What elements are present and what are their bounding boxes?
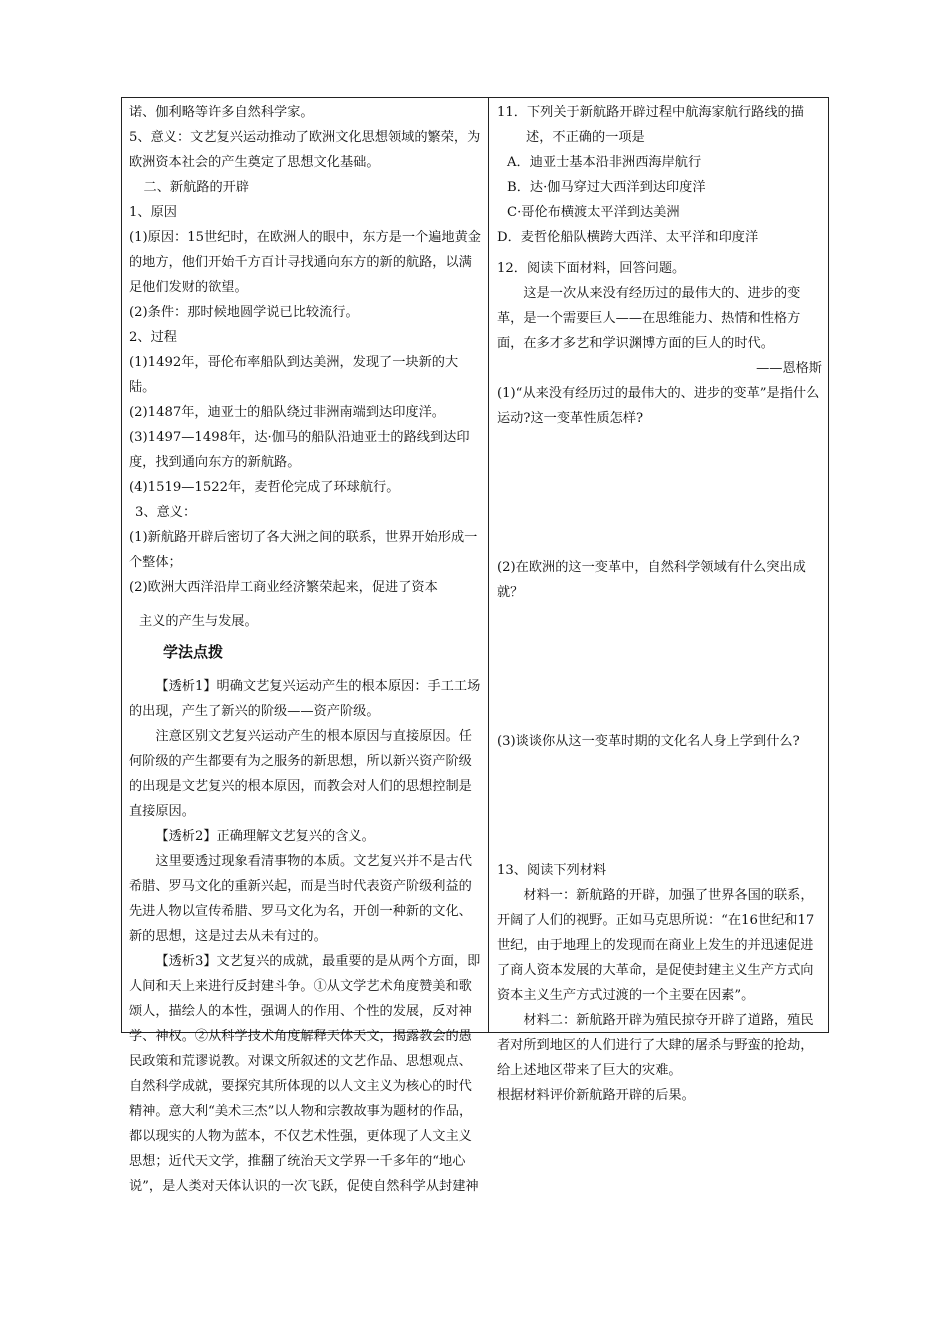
column-divider bbox=[488, 97, 489, 1033]
tip-1-note: 注意区别文艺复兴运动产生的根本原因与直接原因。任何阶级的产生都要有为之服务的新思想，所以新兴资产阶级的出现是文艺复兴的根本原因，而教会对人们的思想控制是直接原因。 bbox=[129, 729, 472, 819]
question-13: 13、阅读下列材料 bbox=[497, 863, 607, 878]
text-paragraph: (1)1492年，哥伦布率船队到达美洲，发现了一块新的大陆。 bbox=[129, 355, 459, 395]
question-13-task: 根据材料评价新航路开辟的后果。 bbox=[497, 1088, 695, 1103]
text-paragraph: (4)1519—1522年，麦哲伦完成了环球航行。 bbox=[129, 480, 400, 495]
option-b: B．达·伽马穿过大西洋到达印度洋 bbox=[507, 180, 706, 195]
text-paragraph: (1)原因：15世纪时，在欧洲人的眼中，东方是一个遍地黄金的地方，他们开始千方百计寻找通向东方的新的航路，以满足他们发财的欲望。 bbox=[129, 230, 481, 295]
option-c: C·哥伦布横渡太平洋到达美洲 bbox=[507, 205, 680, 220]
question-12-material: 这是一次从来没有经历过的最伟大的、进步的变革，是一个需要巨人——在思维能力、热情和性格方面，在多才多艺和学识渊博方面的巨人的时代。 bbox=[497, 286, 801, 351]
tip-2: 【透析2】正确理解文艺复兴的含义。 bbox=[155, 829, 375, 844]
subsection-title: 3、意义： bbox=[135, 505, 197, 520]
question-13-material-1: 材料一：新航路的开辟，加强了世界各国的联系，开阔了人们的视野。正如马克思所说：“在16世纪和17世纪，由于地理上的发现而在商业上发生的并迅速促进了商人资本发展的大革命，是促使封建主义生产方式向资本主义生产方式过渡的一个主要在因素”。 bbox=[497, 888, 815, 1003]
subsection-title: 2、过程 bbox=[129, 330, 177, 345]
left-column bbox=[129, 100, 483, 1199]
text-paragraph: (3)1497—1498年，达·伽马的船队沿迪亚士的路线到达印度，找到通向东方的新航路。 bbox=[129, 430, 470, 470]
question-12-part-3: (3)谈谈你从这一变革时期的文化名人身上学到什么? bbox=[497, 734, 800, 749]
text-paragraph: (1)新航路开辟后密切了各大洲之间的联系，世界开始形成一个整体； bbox=[129, 530, 478, 570]
tip-3: 【透析3】文艺复兴的成就，最重要的是从两个方面，即人间和天上来进行反封建斗争。①从文学艺术角度赞美和歌颂人，描绘人的本性，强调人的作用、个性的发展，反对神学、神权。②从科学技术角度解释天体天文，揭露教会的愚民政策和荒谬说教。对课文所叙述的文艺作品、思想观点、自然科学成就，要探究其所体现的以人文主义为核心的时代精神。意大利“美术三杰”以人物和宗教故事为题材的作品，都以现实的人物为蓝本，不仅艺术性强，更体现了人文主义思想；近代天文学，推翻了统治天文学界一千多年的“地心说”，是人类对天体认识的一次飞跃，促使自然科学从封建神 bbox=[129, 954, 481, 1194]
option-a: A．迪亚士基本沿非洲西海岸航行 bbox=[507, 155, 702, 170]
section-title: 二、新航路的开辟 bbox=[143, 180, 250, 195]
question-12-part-1: (1)“从来没有经历过的最伟大的、进步的变革”是指什么运动?这一变革性质怎样? bbox=[497, 386, 820, 426]
text-paragraph: (2)条件：那时候地圆学说已比较流行。 bbox=[129, 305, 359, 320]
option-d: D．麦哲伦船队横跨大西洋、太平洋和印度洋 bbox=[497, 230, 759, 245]
text-line: 主义的产生与发展。 bbox=[139, 614, 258, 629]
question-12: 12．阅读下面材料，回答问题。 bbox=[497, 261, 686, 276]
text-paragraph: (2)欧洲大西洋沿岸工商业经济繁荣起来，促进了资本 bbox=[129, 580, 438, 595]
right-column bbox=[497, 100, 822, 1108]
question-11: 11．下列关于新航路开辟过程中航海家航行路线的描述，不正确的一项是 bbox=[497, 105, 804, 145]
question-13-material-2: 材料二：新航路开辟为殖民掠夺开辟了道路，殖民者对所到地区的人们进行了大肆的屠杀与野蛮的抢劫，给上述地区带来了巨大的灾难。 bbox=[497, 1013, 814, 1078]
text-line: 诺、伽利略等许多自然科学家。 bbox=[129, 105, 314, 120]
text-paragraph: 5、意义：文艺复兴运动推动了欧洲文化思想领域的繁荣，为欧洲资本社会的产生奠定了思想文化基础。 bbox=[129, 130, 481, 170]
tip-1: 【透析1】明确文艺复兴运动产生的根本原因：手工工场的出现，产生了新兴的阶级——资产阶级。 bbox=[129, 679, 481, 719]
subsection-title: 1、原因 bbox=[129, 205, 177, 220]
tip-2-note: 这里要透过现象看清事物的本质。文艺复兴并不是古代希腊、罗马文化的重新兴起，而是当时代表资产阶级利益的先进人物以宣传希腊、罗马文化为名，开创一种新的文化、新的思想，这是过去从未有过的。 bbox=[129, 854, 472, 944]
text-paragraph: (2)1487年，迪亚士的船队绕过非洲南端到达印度洋。 bbox=[129, 405, 445, 420]
study-heading: 学法点拨 bbox=[163, 643, 224, 661]
question-12-part-2: (2)在欧洲的这一变革中，自然科学领域有什么突出成就？ bbox=[497, 560, 806, 600]
material-source: ——恩格斯 bbox=[756, 361, 822, 376]
